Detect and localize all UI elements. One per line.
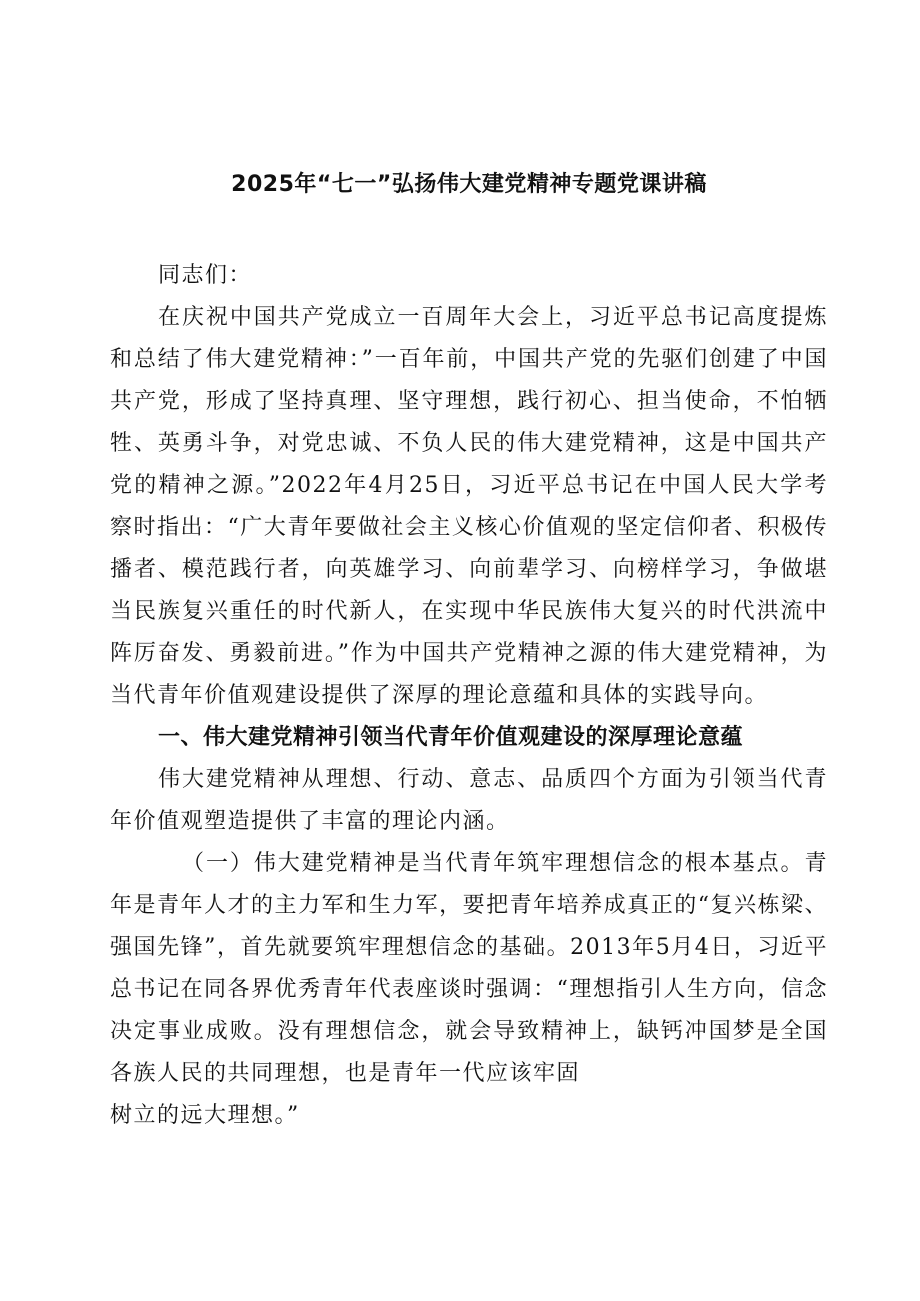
salutation: 同志们：	[158, 263, 253, 288]
paragraph-continuation: 树立的远大理想。”	[110, 1103, 300, 1128]
document-title: 2025年“七一”弘扬伟大建党精神专题党课讲稿	[231, 172, 707, 197]
paragraph-section-1-intro: 伟大建党精神从理想、行动、意志、品质四个方面为引领当代青年价值观塑造提供了丰富的理论内涵。	[110, 767, 828, 834]
paragraph-subsection-1: （一）伟大建党精神是当代青年筑牢理想信念的根本基点。青年是青年人才的主力军和生力军，要把青年培养成真正的“复兴栋梁、强国先锋”，首先就要筑牢理想信念的基础。2013年5月4日，习近平总书记在同各界优秀青年代表座谈时强调：“理想指引人生方向，信念决定事业成败。没有理想信念，就会导致精神上，缺钙冲国梦是全国各族人民的共同理想，也是青年一代应该牢固	[110, 851, 828, 1086]
section-heading-1: 一、伟大建党精神引领当代青年价值观建设的深厚理论意蕴	[158, 725, 744, 750]
paragraph-intro: 在庆祝中国共产党成立一百周年大会上，习近平总书记高度提炼和总结了伟大建党精神：”一百年前，中国共产党的先驱们创建了中国共产党，形成了坚持真理、坚守理想，践行初心、担当使命，不怕牺牲、英勇斗争，对党忠诚、不负人民的伟大建党精神，这是中国共产党的精神之源。”2022年4月25日，习近平总书记在中国人民大学考察时指出：“广大青年要做社会主义核心价值观的坚定信仰者、积极传播者、模范践行者，向英雄学习、向前辈学习、向榜样学习，争做堪当民族复兴重任的时代新人，在实现中华民族伟大复兴的时代洪流中阵厉奋发、勇毅前进。”作为中国共产党精神之源的伟大建党精神，为当代青年价值观建设提供了深厚的理论意蕴和具体的实践导向。	[110, 305, 828, 708]
document-body	[110, 255, 828, 1137]
